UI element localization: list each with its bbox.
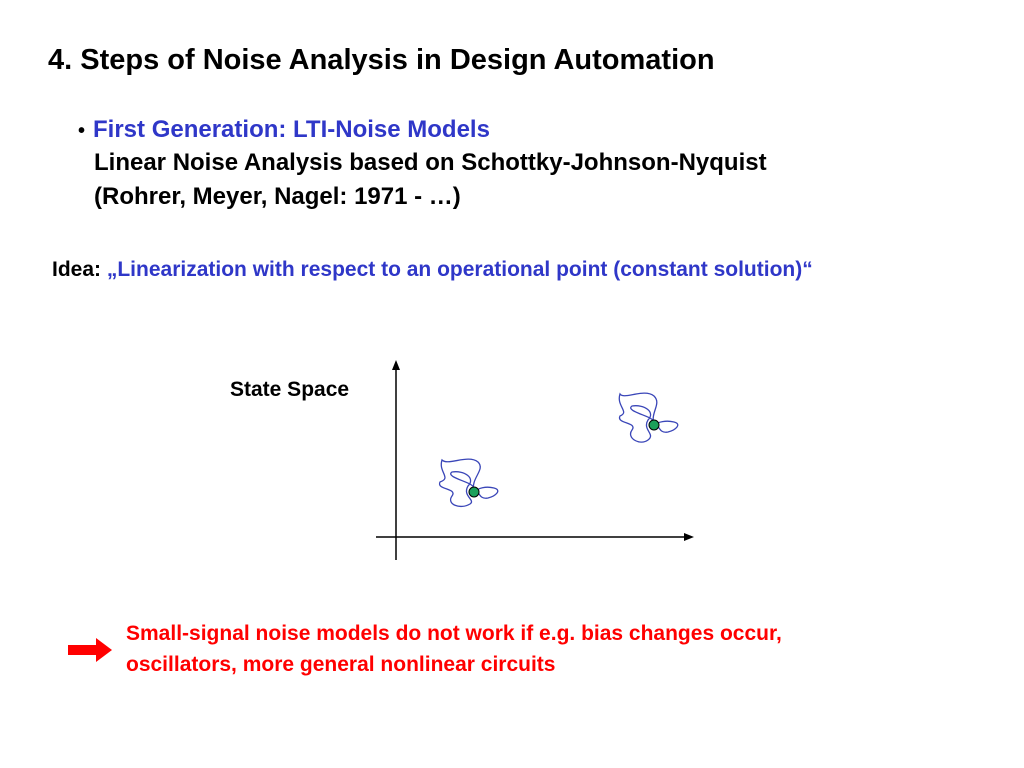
- state-space-label: State Space: [230, 378, 350, 401]
- x-axis-arrowhead: [684, 533, 694, 541]
- operating-point-2: [649, 420, 659, 430]
- bullet-subline-1: Linear Noise Analysis based on Schottky-Johnson-Nyquist: [94, 149, 767, 176]
- bullet-heading: First Generation: LTI-Noise Models: [93, 116, 490, 143]
- idea-text: „Linearization with respect to an operational point (constant solution)“: [106, 258, 813, 281]
- conclusion-line-1: Small-signal noise models do not work if e.g. bias changes occur,: [126, 622, 782, 645]
- bullet-subline-2: (Rohrer, Meyer, Nagel: 1971 - …): [94, 183, 461, 210]
- conclusion-line-2: oscillators, more general nonlinear circuits: [126, 653, 556, 676]
- bullet-marker: •: [78, 120, 86, 142]
- y-axis-arrowhead: [392, 360, 400, 370]
- slide-title: 4. Steps of Noise Analysis in Design Automation: [48, 44, 715, 76]
- operating-point-1: [469, 487, 479, 497]
- idea-label: Idea:: [52, 258, 102, 281]
- noise-trajectory-1: [440, 459, 498, 506]
- right-arrow-icon: [68, 636, 114, 664]
- noise-trajectory-2: [619, 393, 678, 442]
